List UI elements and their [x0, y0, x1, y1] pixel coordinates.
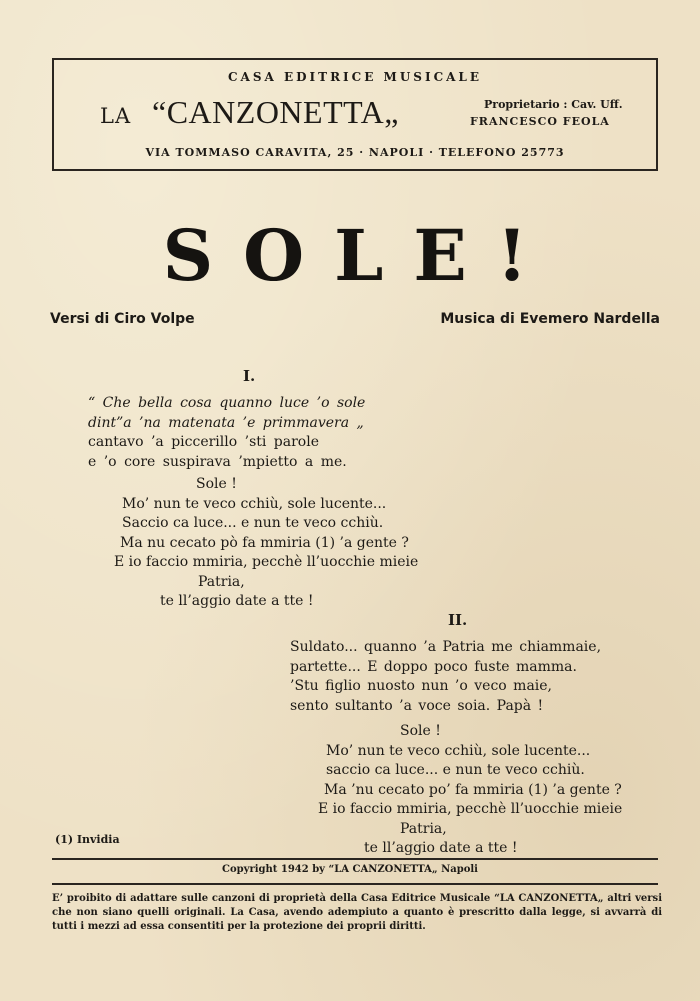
divider [52, 858, 658, 860]
publisher-name: “CANZONETTA„ [152, 94, 399, 130]
refrain-line: Saccio ca luce... e nun te veco cchiù. [122, 515, 384, 531]
publisher-type: CASA EDITRICE MUSICALE [227, 70, 483, 84]
stanza-line: Suldato... quanno ’a Patria me chiammaie, [290, 639, 602, 655]
refrain-2 [320, 722, 630, 859]
refrain-line: Patria, [400, 820, 447, 837]
publisher-address: VIA TOMMASO CARAVITA, 25 · NAPOLI · TELEFONO 25773 [145, 146, 565, 159]
stanza-2 [290, 638, 601, 716]
refrain-line: Mo’ nun te veco cchiù, sole lucente... [122, 495, 387, 512]
stanza-line: partette... E doppo poco fuste mamma. [290, 658, 577, 675]
stanza-line: cantavo ’a piccerillo ’sti parole [88, 434, 320, 450]
lyrics-credit: Versi di Ciro Volpe [50, 311, 195, 327]
refrain-line: Sole ! [400, 723, 441, 739]
divider [52, 883, 658, 885]
refrain-line: E io faccio mmiria, pecchè ll’uocchie mieie [114, 554, 419, 570]
proprietor-label: Proprietario : Cav. Uff. [484, 98, 623, 111]
stanza-line: dint”a ’na matenata ’e primmavera „ [88, 414, 364, 431]
stanza-line: “ Che bella cosa quanno luce ’o sole [88, 395, 366, 411]
proprietor-name: FRANCESCO FEOLA [470, 115, 610, 128]
refrain-line: Mo’ nun te veco cchiù, sole lucente... [326, 742, 591, 759]
refrain-line: Ma nu cecato pò fa mmiria (1) ’a gente ? [120, 534, 409, 551]
stanza-1 [88, 394, 365, 472]
copyright-notice: Copyright 1942 by “LA CANZONETTA„ Napoli [222, 864, 478, 875]
refrain-line: te ll’aggio date a tte ! [160, 593, 314, 609]
refrain-line: Sole ! [196, 476, 237, 492]
refrain-line: saccio ca luce... e nun te veco cchiù. [326, 762, 585, 778]
stanza-numeral-1: I. [243, 367, 256, 385]
refrain-line: Ma ’nu cecato po’ fa mmiria (1) ’a gente ? [324, 781, 622, 798]
refrain-1 [116, 475, 426, 612]
stanza-line: sento sultanto ’a voce soia. Papà ! [290, 697, 544, 714]
refrain-line: te ll’aggio date a tte ! [364, 840, 518, 856]
footnote: (1) Invidia [55, 833, 120, 846]
stanza-numeral-2: II. [448, 611, 468, 629]
publisher-article: LA [100, 104, 132, 128]
legal-notice: E’ proibito di adattare sulle canzoni di proprietà della Casa Editrice Musicale “LA CANZONETTA„ altri versi che non siano quelli originali. La Casa, avendo adempiuto a quanto è prescritto dalla legge, si avvarrà di tutti i mezzi ad essa consentiti per la protezione dei proprii diritti. [52, 893, 662, 932]
stanza-line: e ’o core suspirava ’mpietto a me. [88, 453, 347, 470]
refrain-line: Patria, [198, 573, 245, 590]
stanza-line: ’Stu figlio nuosto nun ’o veco maie, [290, 678, 552, 694]
publisher-header [52, 58, 658, 171]
music-credit: Musica di Evemero Nardella [440, 311, 660, 327]
song-title: SOLE! [162, 214, 558, 297]
refrain-line: E io faccio mmiria, pecchè ll’uocchie mieie [318, 801, 623, 817]
